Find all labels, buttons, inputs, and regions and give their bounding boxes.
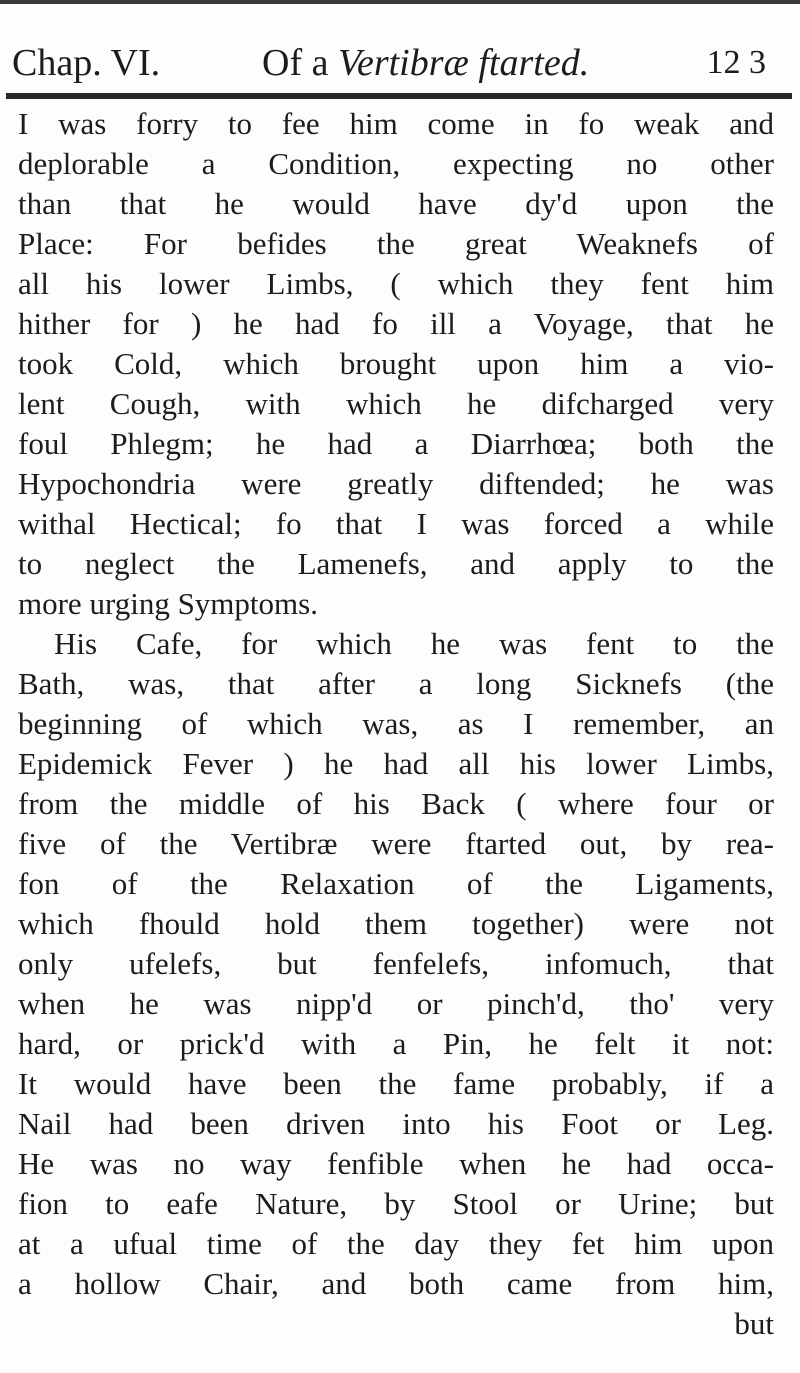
running-title-italic: Vertibræ ftarted. xyxy=(337,42,590,84)
running-title xyxy=(262,40,589,86)
header-rule xyxy=(6,93,792,99)
text-line: Bath, was, that after a long Sicknefs (the xyxy=(18,666,774,701)
chapter-label: Chap. VI. xyxy=(12,42,161,84)
text-line: Place: For befides the great Weaknefs of xyxy=(18,226,774,261)
body-text xyxy=(18,104,774,1344)
text-line: when he was nipp'd or pinch'd, tho' very xyxy=(18,986,774,1021)
page-number: 12 3 xyxy=(706,44,766,81)
top-edge-rule xyxy=(0,0,800,4)
text-line: a hollow Chair, and both came from him, xyxy=(18,1266,774,1301)
text-line: more urging Symptoms. xyxy=(18,586,318,621)
text-line: His Cafe, for which he was fent to the xyxy=(54,626,774,661)
text-line: than that he would have dy'd upon the xyxy=(18,186,774,221)
text-line: Epidemick Fever ) he had all his lower Limbs, xyxy=(18,746,774,781)
text-line: five of the Vertibræ were ftarted out, by rea- xyxy=(18,826,774,861)
text-line: It would have been the fame probably, if a xyxy=(18,1066,774,1101)
text-line: withal Hectical; fo that I was forced a while xyxy=(18,506,774,541)
text-line: lent Cough, with which he difcharged very xyxy=(18,386,774,421)
catchword: but xyxy=(734,1306,774,1341)
text-line: He was no way fenfible when he had occa- xyxy=(18,1146,774,1181)
text-line: fon of the Relaxation of the Ligaments, xyxy=(18,866,774,901)
running-header xyxy=(12,40,780,86)
text-line: only ufelefs, but fenfelefs, infomuch, that xyxy=(18,946,774,981)
text-line: Nail had been driven into his Foot or Leg. xyxy=(18,1106,774,1141)
text-line: Hypochondria were greatly diftended; he was xyxy=(18,466,774,501)
text-line: fion to eafe Nature, by Stool or Urine; but xyxy=(18,1186,774,1221)
text-line: to neglect the Lamenefs, and apply to the xyxy=(18,546,774,581)
text-line: which fhould hold them together) were not xyxy=(18,906,774,941)
text-line: from the middle of his Back ( where four or xyxy=(18,786,774,821)
text-line: at a ufual time of the day they fet him upon xyxy=(18,1226,774,1261)
text-line: all his lower Limbs, ( which they fent him xyxy=(18,266,774,301)
running-title-prefix: Of a xyxy=(262,42,329,84)
text-line: took Cold, which brought upon him a vio- xyxy=(18,346,774,381)
text-line: foul Phlegm; he had a Diarrhœa; both the xyxy=(18,426,774,461)
text-line: beginning of which was, as I remember, an xyxy=(18,706,774,741)
text-line: hard, or prick'd with a Pin, he felt it not: xyxy=(18,1026,774,1061)
text-line: I was forry to fee him come in fo weak and xyxy=(18,106,774,141)
text-line: deplorable a Condition, expecting no other xyxy=(18,146,774,181)
text-line: hither for ) he had fo ill a Voyage, that he xyxy=(18,306,774,341)
